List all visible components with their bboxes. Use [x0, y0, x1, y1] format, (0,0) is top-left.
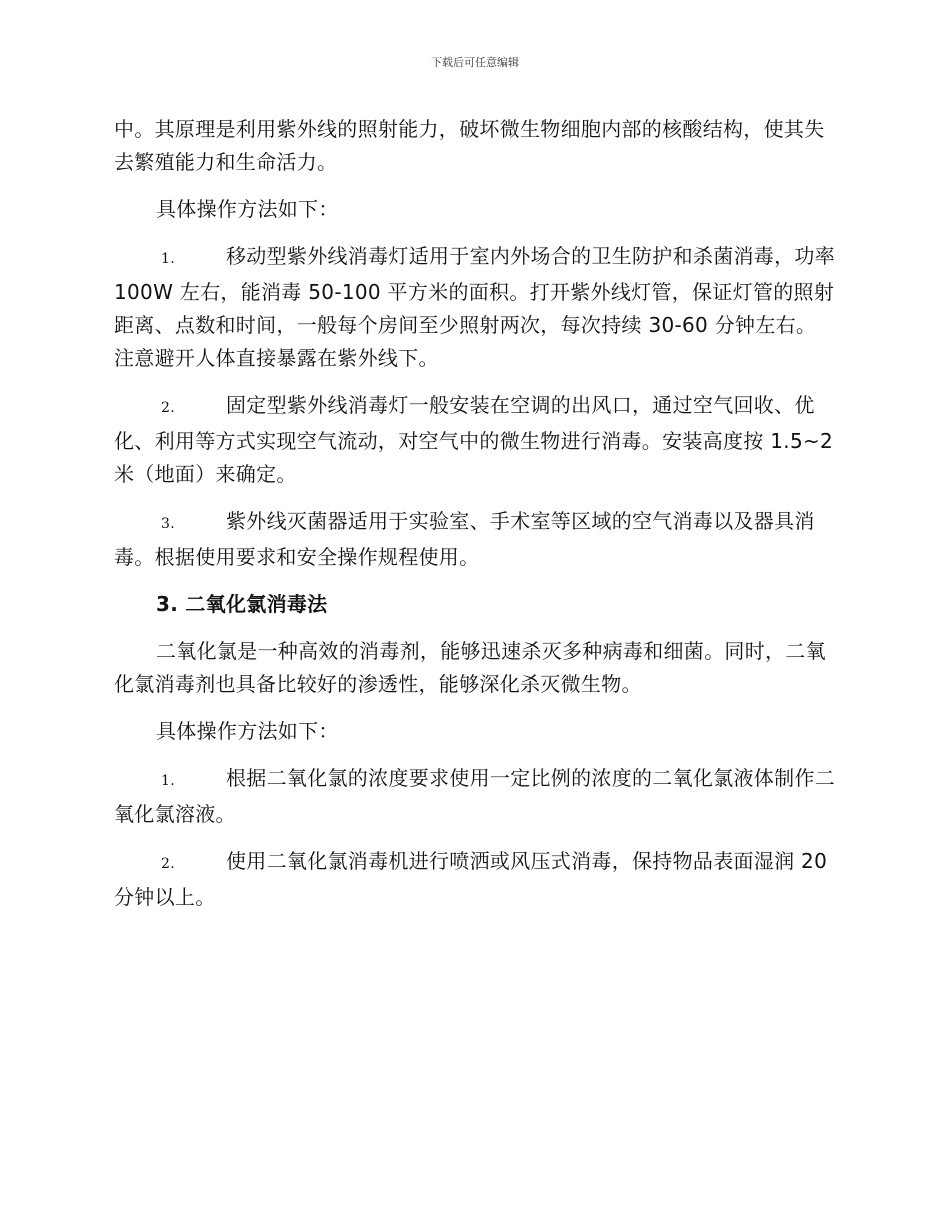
list-item: [114, 240, 836, 375]
list-item: [114, 845, 836, 914]
list-text: 根据二氧化氯的浓度要求使用一定比例的浓度的二氧化氯液体制作二氧化氯溶液。: [114, 766, 835, 826]
intro-paragraph: 中。其原理是利用紫外线的照射能力，破坏微生物细胞内部的核酸结构，使其失去繁殖能力和生命活力。: [114, 117, 825, 174]
list-item: [114, 505, 836, 574]
section-heading: 3. 二氧化氯消毒法: [156, 592, 328, 616]
list-number: 2.: [161, 856, 175, 872]
list-item: [114, 389, 836, 491]
list-number: 3.: [161, 516, 175, 532]
list-text: 移动型紫外线消毒灯适用于室内外场合的卫生防护和杀菌消毒，功率 100W 左右，能消毒 50-100 平方米的面积。打开紫外线灯管，保证灯管的照射距离、点数和时间，一般每个房间至少照射两次，每次持续 30-60 分钟左右。注意避开人体直接暴露在紫外线下。: [114, 244, 835, 370]
chlorine-intro-paragraph: 二氧化氯是一种高效的消毒剂，能够迅速杀灭多种病毒和细菌。同时，二氧化氯消毒剂也具备比较好的渗透性，能够深化杀灭微生物。: [114, 639, 826, 696]
list-number: 1.: [161, 251, 175, 267]
list-number: 2.: [161, 400, 175, 416]
operation-label: 具体操作方法如下：: [156, 197, 339, 221]
list-item: [114, 762, 836, 831]
document-body: [114, 113, 836, 914]
list-text: 固定型紫外线消毒灯一般安装在空调的出风口，通过空气回收、优化、利用等方式实现空气流动，对空气中的微生物进行消毒。安装高度按 1.5~2 米（地面）来确定。: [114, 393, 834, 486]
operation-label: 具体操作方法如下：: [156, 719, 339, 743]
list-text: 使用二氧化氯消毒机进行喷洒或风压式消毒，保持物品表面湿润 20 分钟以上。: [114, 849, 828, 909]
list-number: 1.: [161, 773, 175, 789]
list-text: 紫外线灭菌器适用于实验室、手术室等区域的空气消毒以及器具消毒。根据使用要求和安全操作规程使用。: [114, 509, 815, 569]
page-header-note: 下载后可任意编辑: [431, 56, 519, 69]
